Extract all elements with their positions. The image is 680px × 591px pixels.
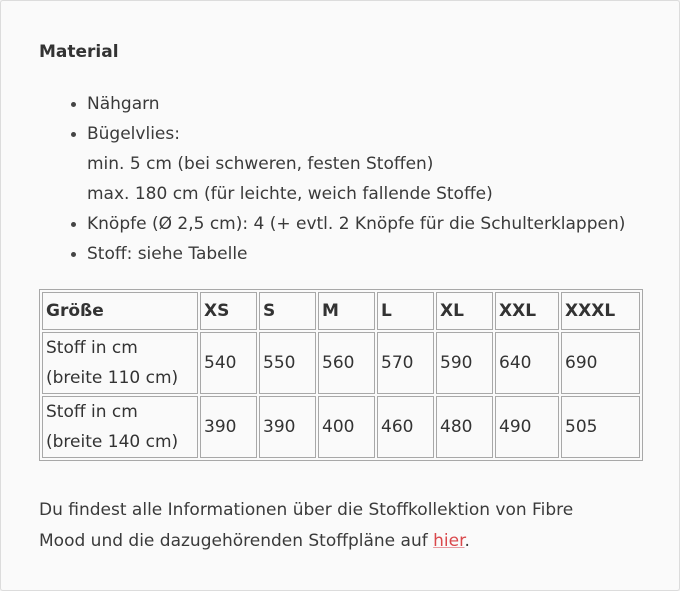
material-heading: Material — [39, 42, 119, 62]
info-text-line2: Mood und die dazugehörenden Stoffpläne auf — [39, 531, 434, 551]
info-end-punct: . — [464, 531, 470, 551]
materials-list — [71, 89, 625, 269]
list-item-subline: min. 5 cm (bei schweren, festen Stoffen) — [87, 154, 434, 174]
table-cell: 460 — [377, 396, 434, 458]
table-cell: 400 — [318, 396, 375, 458]
list-item-subline: max. 180 cm (für leichte, weich fallende Stoffe) — [87, 184, 493, 204]
row-label-line: (breite 110 cm) — [46, 368, 179, 388]
table-cell: 590 — [436, 332, 493, 394]
table-row-label — [42, 332, 198, 394]
table-cell: 570 — [377, 332, 434, 394]
table-header-cell: XXXL — [561, 292, 640, 330]
list-item — [71, 89, 625, 119]
table-header-cell: S — [259, 292, 316, 330]
table-cell: 480 — [436, 396, 493, 458]
table-header-cell: XL — [436, 292, 493, 330]
table-cell: 690 — [561, 332, 640, 394]
table-cell: 505 — [561, 396, 640, 458]
table-cell: 640 — [495, 332, 559, 394]
table-row — [42, 332, 640, 394]
table-cell: 490 — [495, 396, 559, 458]
list-item-text: Nähgarn — [87, 94, 160, 114]
table-cell: 560 — [318, 332, 375, 394]
row-label-line: (breite 140 cm) — [46, 432, 179, 452]
table-cell: 540 — [200, 332, 257, 394]
table-cell: 390 — [259, 396, 316, 458]
table-header-cell: M — [318, 292, 375, 330]
row-label-line: Stoff in cm — [46, 402, 138, 422]
list-item-text: Knöpfe (Ø 2,5 cm): 4 (+ evtl. 2 Knöpfe für die Schulterklappen) — [87, 214, 626, 234]
table-header-cell: XXL — [495, 292, 559, 330]
info-paragraph — [39, 495, 639, 557]
row-label-line: Stoff in cm — [46, 338, 138, 358]
table-cell: 390 — [200, 396, 257, 458]
table-row-label — [42, 396, 198, 458]
table-header-cell: XS — [200, 292, 257, 330]
hier-link[interactable]: hier — [433, 531, 465, 551]
list-item — [71, 119, 625, 209]
table-header-cell: L — [377, 292, 434, 330]
table-header-row — [42, 292, 640, 330]
list-item — [71, 239, 625, 269]
fabric-size-table — [39, 289, 643, 461]
list-item-text: Stoff: siehe Tabelle — [87, 244, 248, 264]
list-item-text: Bügelvlies: — [87, 124, 180, 144]
table-row — [42, 396, 640, 458]
list-item — [71, 209, 625, 239]
table-header-cell: Größe — [42, 292, 198, 330]
table-cell: 550 — [259, 332, 316, 394]
info-text-line1: Du findest alle Informationen über die Stoffkollektion von Fibre — [39, 500, 574, 520]
